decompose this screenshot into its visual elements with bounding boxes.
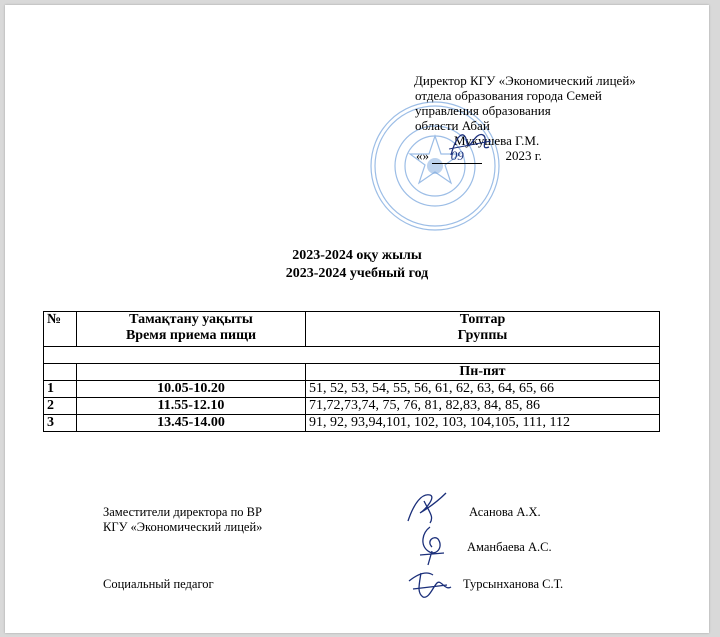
days-label: Пн-пят <box>306 364 660 381</box>
row-number: 2 <box>44 398 77 415</box>
table-row <box>44 415 660 432</box>
approval-line-director: Директор КГУ «Экономический лицей» <box>414 73 636 88</box>
signature-3 <box>403 563 458 603</box>
row-time: 11.55-12.10 <box>77 398 306 415</box>
row-number: 3 <box>44 415 77 432</box>
approval-line-region: области Абай <box>415 118 490 133</box>
header-groups-ru: Группы <box>457 328 508 343</box>
header-groups-kz: Топтар <box>459 312 506 327</box>
signer-name-1: Асанова А.Х. <box>469 505 541 519</box>
header-meal-time-kz: Тамақтану уақыты <box>129 312 253 327</box>
row-groups: 91, 92, 93,94,101, 102, 103, 104,105, 111, 112 <box>306 415 660 432</box>
header-number: № <box>44 312 77 347</box>
signature-2 <box>410 523 455 568</box>
row-time: 10.05-10.20 <box>77 381 306 398</box>
header-meal-time <box>77 312 306 347</box>
row-time: 13.45-14.00 <box>77 415 306 432</box>
approval-date-month: 09 <box>432 148 482 164</box>
approval-date-day: «» <box>416 148 429 163</box>
meal-schedule-table <box>43 311 660 432</box>
deputy-title <box>103 505 262 535</box>
deputy-title-line2: КГУ «Экономический лицей» <box>103 520 263 534</box>
deputy-title-line1: Заместители директора по ВР <box>103 505 262 519</box>
table-days-row <box>44 364 660 381</box>
approval-date-year: 2023 г. <box>505 148 542 163</box>
table-row <box>44 381 660 398</box>
table-row <box>44 398 660 415</box>
approval-line-administration: управления образования <box>415 103 551 118</box>
document-page <box>5 5 709 633</box>
table-header-row <box>44 312 660 347</box>
row-number: 1 <box>44 381 77 398</box>
social-pedagogue-title: Социальный педагог <box>103 577 214 591</box>
header-groups <box>306 312 660 347</box>
row-groups: 51, 52, 53, 54, 55, 56, 61, 62, 63, 64, 65, 66 <box>306 381 660 398</box>
signature-1 <box>400 487 455 527</box>
approval-line-name: Мукушева Г.М. <box>454 133 540 148</box>
signer-name-2: Аманбаева А.С. <box>467 540 552 554</box>
academic-year-kz: 2023-2024 оқу жылы <box>292 248 422 263</box>
header-meal-time-ru: Время приема пищи <box>125 328 257 343</box>
approval-line-department: отдела образования города Семей <box>415 88 602 103</box>
signer-name-3: Турсынханова С.Т. <box>463 577 564 591</box>
director-signature <box>445 125 495 165</box>
table-spacer-row <box>44 347 660 364</box>
academic-year-ru: 2023-2024 учебный год <box>285 266 429 281</box>
row-groups: 71,72,73,74, 75, 76, 81, 82,83, 84, 85, 86 <box>306 398 660 415</box>
